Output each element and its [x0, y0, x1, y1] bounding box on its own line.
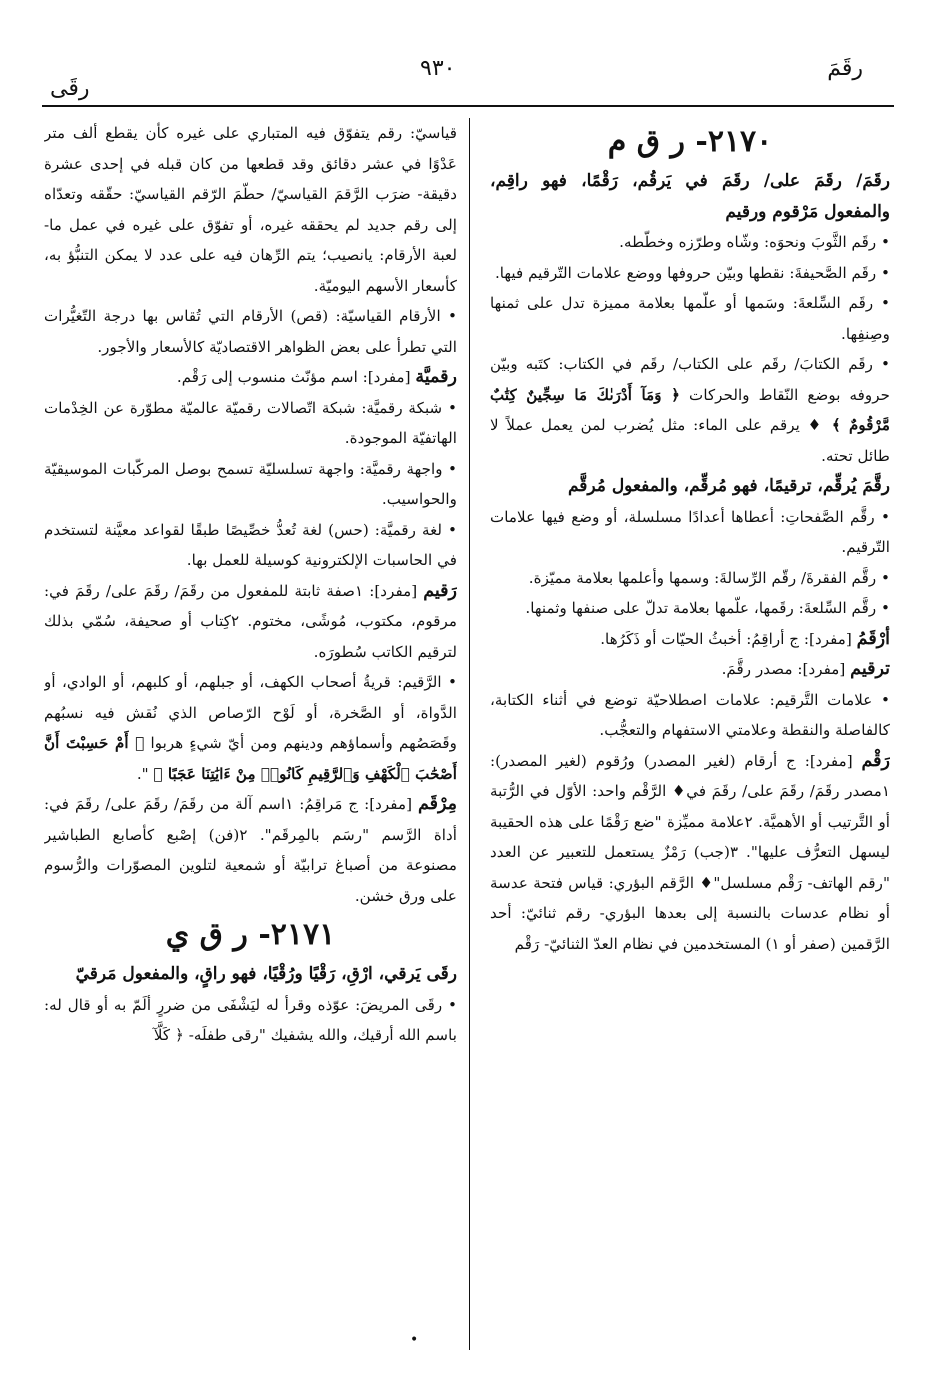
definition: [مفرد]: ج أراقِمُ: أخبثُ الحيّات أو ذَكَرُها.: [600, 629, 857, 648]
definition: [مفرد]: مصدر رقَّمَ.: [721, 660, 851, 678]
definition: [مفرد]: ج مَراقِمُ: ١اسم آلة من رقَمَ/ رقَمَ على/ رقَمَ في: أداة الرَّسم "رسَم بالمِرقَم". ٢(فن) إصْبع كأصابع الطباشير مصنوعة من أصباغ ترابيّة أو شمعية لتلوين المصوّرات والرُّسوم على ورق خشن.: [44, 795, 457, 905]
headword: رقميَّة: [415, 367, 457, 387]
sense-text: ♦ يرقم على الماء: مثل يُضرب لمن يعمل عملاً لا طائل تحته.: [490, 416, 890, 465]
headword: أرْقَمُ: [856, 628, 890, 649]
quran-quote: ﴿ أَمْ حَسِبْتَ أَنَّ أَصْحَٰبَ ٱلْكَهْفِ وَٱلرَّقِيمِ كَانُوا۟ مِنْ ءَايَٰتِنَا عَجَبًا ﴾: [44, 734, 457, 783]
verb-heading: رقَى يَرقي، ارْقِ، رَقْيًا ورُقْيًا، فهو راقٍ، والمفعول مَرقيّ: [75, 964, 457, 984]
entry: [44, 576, 457, 668]
sense-item: • واجهة رقميَّة: واجهة تسلسليّة تسمح بوصل المركّبات الموسيقيّة والحواسيب.: [44, 459, 457, 508]
headword: رَقيم: [423, 580, 457, 601]
sense-item: • الأرقام القياسيّة: (قص) الأرقام التي تُقاس بها درجة التّغيُّرات التي تطرأ على بعض الظواهر الاقتصاديّة كالأسعار والأجور.: [44, 307, 457, 356]
footer-mark: •: [410, 1332, 419, 1348]
running-head-right: رقَمَ: [827, 56, 863, 81]
sense-item: • رقَّم الصَّفحاتِ: أعطاها أعدادًا مسلسلة، أو وضع فيها علامات التّرقيم.: [490, 507, 890, 556]
entry: [44, 789, 457, 911]
sense-text: • الرَّقيم: قريةُ أصحاب الكهف، أو جبلهم، أو كلبهم، أو الوادي، أو الدَّواة، أو الصَّخرة، أو لَوْح الرّصاص الذي نُقش فيه نسبُهم وقَصَصُهم وأسماؤهم ودينهم ومن أيّ شيءٍ هربوا: [44, 673, 457, 752]
sense-item: • علامات التَّرقيم: علامات اصطلاحيّة توضع في أثناء الكتابة، كالفاصلة والنقطة وعلامتي الاستفهام والتعجُّب.: [490, 690, 890, 739]
headword: رَقْم: [861, 750, 890, 771]
headword: مِرْقَم: [417, 794, 457, 814]
sense-item: [44, 667, 457, 789]
definition: [مفرد]: ج أرقام (لغير المصدر) ورُقوم (لغير المصدر): ١مصدر رقَمَ/ رقَمَ على/ رقَمَ في♦ الرَّقْم واحد: الأوّل في الرُّتبة أو التَّرتيب أو الأهميَّة. ٢علامة مميِّزة "ضع رَقْمًا على هذه الحقيبة ليسهل التعرُّف عليها". ٣(جب) رَمْزٌ يستعمل للتعبير عن العدد "رقم الهاتف- رَقْم مسلسل"♦ الرَّقم البؤري: قياس فتحة عدسة أو نظام عدسات بالنسبة إلى بعدها البؤري- رقم ثنائيّ: أحد الرَّقمين (صفر أو ١) المستخدمين في نظام العدّ الثنائيّ- رَقْم: [490, 751, 890, 953]
sense-text: • رقَم الكتابَ/ رقَم على الكتاب/ رقَم في الكتاب: كتَبه وبيّن حروفه بوضع النّقاط والحركات: [490, 355, 890, 404]
entry: [490, 624, 890, 655]
sense-item: • رقَم الثَّوبَ ونحوَه: وشّاه وطرّزه وخطّطه.: [619, 233, 890, 251]
sense-item: • رقَّم السِّلعةَ: رقَمها، علّمها بعلامة تدلّ على صنفها وثمنها.: [525, 599, 890, 617]
root-title: ٢١٧٠- ر ق م: [607, 124, 773, 159]
definition: [مفرد]: ١صفة ثابتة للمفعول من رقَمَ/ رقَمَ على/ رقَمَ في: مرقوم، مكتوب، مُوشًى، مختوم. ٢كِتاب أو صحيفة، سُمّي بذلك لترقيم الكاتب سُطورَه.: [44, 581, 457, 661]
sense-text: ".: [136, 764, 154, 783]
header-rule: [42, 105, 894, 107]
sense-item: • رقَم السِّلعةَ: وسَمها أو علّمها بعلامة مميزة تدل على ثمنها وصِنفِها.: [490, 294, 890, 343]
quran-quote: ﴿ وَمَآ أَدْرَىٰكَ مَا سِجِّينٌ كِتَٰبٌ مَّرْقُومٌ ﴾: [490, 385, 890, 434]
right-column: [490, 118, 890, 1348]
entry: [490, 746, 890, 960]
sense-item: • رقَّم الفقرةَ/ رقّم الرِّسالةَ: وسمها وأعلمها بعلامة مميّزة.: [528, 568, 890, 587]
running-head-left: رقَى: [50, 76, 90, 101]
root-title: ٢١٧١- ر ق ي: [165, 917, 336, 952]
sense-item: • لغة رقميَّة: (حس) لغة تُعدُّ خصِّيصًا طبقًا لقواعد معيَّنة لتستخدم في الحاسبات الإلكترونية كوسيلة للعمل بها.: [44, 520, 457, 569]
page-number: ٩٣٠: [420, 56, 456, 81]
headword: ترقيم: [850, 659, 890, 679]
verb-heading: رقَّمَ يُرقِّم، ترقيمًا، فهو مُرقِّم، والمفعول مُرقَّم: [567, 476, 890, 496]
left-column: [44, 118, 457, 1348]
page-header: [0, 0, 933, 100]
definition: [مفرد]: اسم مؤنّث منسوب إلى رَقْم.: [176, 368, 416, 386]
sense-item: • شبكة رقميَّة: شبكة اتّصالات رقميّة عالميّة مطوّرة عن الخِدْمات الهاتفيّة الموجودة.: [44, 398, 457, 447]
sense-item: [490, 349, 890, 471]
column-divider: [469, 118, 470, 1350]
paragraph: قياسيّ: رقم يتفوّق فيه المتباري على غيره كأن يقطع ألف متر عَدْوًا في عشر دقائق وقد قطعها من كان قبله في إحدى عشرة دقيقة- ضرَب الرَّقمَ القياسيّ/ حطّمَ الرّقم القياسيّ: حقّقه وتعدّاه إلى رقم جديد لم يحققه غيره، أو تفوّق على غيره في عمل ما- لعبة الأرقام: يانصيب؛ يتم الرِّهان فيه على عدد لا يمكن التنبُّؤ به، كأسعار الأسهم اليوميّة.: [44, 124, 457, 295]
sense-item: • رقَم الصَّحيفةَ: نقطها وبيّن حروفها ووضع علامات التّرقيم فيها.: [494, 263, 890, 282]
sense-item: • رقَى المريضَ: عوّذه وقرأ له ليَشْفَى من ضررٍ ألَمّ به أو قال له: باسم الله أرقيك، والله يشفيك "رقى طفلَه- ﴿ كَلَّآ: [44, 995, 457, 1044]
verb-heading: رقَمَ/ رقَمَ على/ رقَمَ في يَرقُم، رَقْمًا، فهو راقِم، والمفعول مَرْقوم ورقيم: [490, 171, 890, 222]
entry: [490, 654, 890, 685]
entry: [44, 362, 457, 393]
